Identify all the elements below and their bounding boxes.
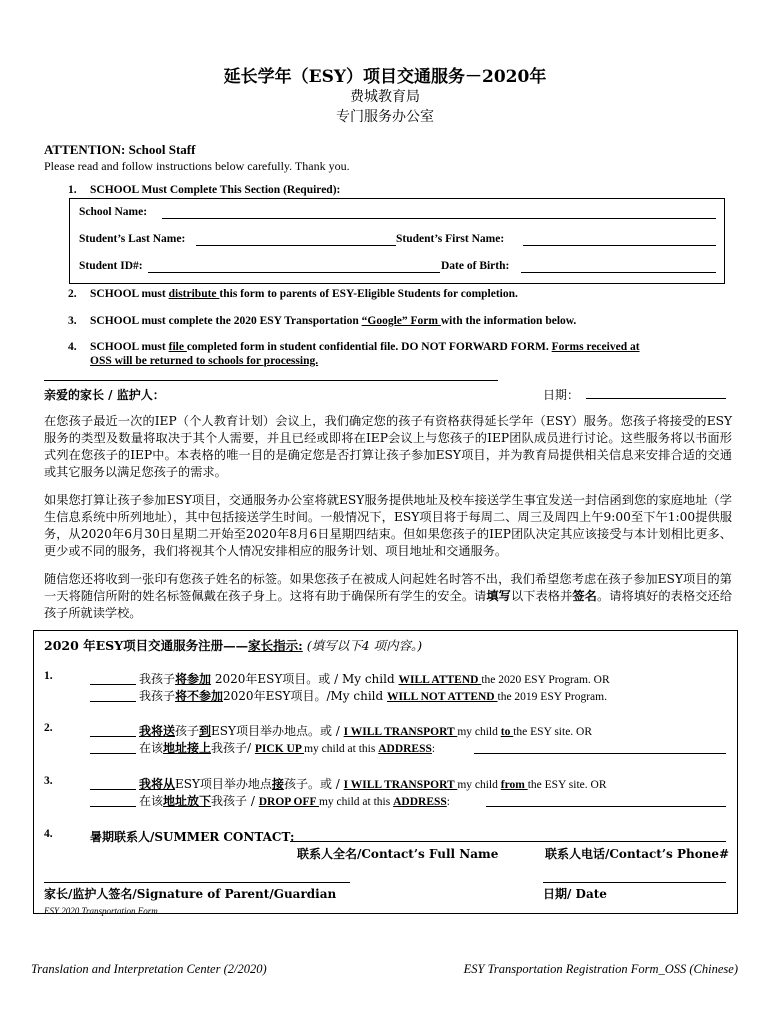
pick-up-blank[interactable]: [90, 753, 136, 754]
school-name-label: School Name:: [79, 206, 148, 218]
item-1-number: 1.: [44, 670, 53, 682]
dob-field[interactable]: [521, 272, 716, 273]
drop-off-option: 在该地址放下我孩子 / DROP OFF my child at this ADDRESS:: [139, 794, 450, 808]
step-4: 4. SCHOOL must file completed form in student confidential file. DO NOT FORWARD FORM. Forms received at: [68, 341, 640, 353]
drop-off-blank[interactable]: [90, 806, 136, 807]
footer-left: Translation and Interpretation Center (2/2020): [31, 962, 267, 976]
item-4-number: 4.: [44, 828, 53, 840]
last-name-field[interactable]: [196, 245, 396, 246]
step-3: 3. SCHOOL must complete the 2020 ESY Transportation “Google” Form with the information below.: [68, 315, 577, 327]
greeting: 亲爱的家长 / 监护人：: [44, 388, 165, 402]
will-not-attend-option: 我孩子将不参加2020年ESY项目。/My child WILL NOT ATTEND the 2019 ESY Program.: [139, 689, 607, 703]
divider: [44, 380, 498, 381]
organization-name: 费城教育局: [350, 89, 420, 105]
registration-heading: 2020 年ESY项目交通服务注册——家长指示: (填写以下4 项内容。): [44, 638, 423, 653]
signature-date-label: 日期/ Date: [543, 887, 607, 901]
summer-contact-field[interactable]: [290, 841, 726, 842]
first-name-field[interactable]: [523, 245, 716, 246]
will-not-attend-blank[interactable]: [90, 701, 136, 702]
school-name-field[interactable]: [162, 218, 716, 219]
student-id-label: Student ID#:: [79, 260, 143, 272]
item-3-number: 3.: [44, 775, 53, 787]
drop-off-address-field[interactable]: [486, 806, 726, 807]
transport-from-blank[interactable]: [90, 789, 136, 790]
instructions: Please read and follow instructions below carefully. Thank you.: [44, 159, 350, 173]
dob-label: Date of Birth:: [441, 260, 510, 272]
office-name: 专门服务办公室: [336, 109, 434, 125]
summer-contact-label: 暑期联系人/SUMMER CONTACT:: [90, 830, 295, 844]
first-name-label: Student’s First Name:: [396, 233, 505, 245]
paragraph-2: 如果您打算让孩子参加ESY项目，交通服务办公室将就ESY服务提供地址及校车接送学生事宜发送一封信函到您的家庭地址（学生信息系统中所列地址），其中包括接送学生时间。一般情况下，ESY项目将于每周二、周三及周四上午9:00至下午1:00提供服务，从2020年6月30日星期二开始至2020年8月6日星期四结束。但如果您孩子的IEP团队决定其应该接受与本计划相比更多、更少或不同的服务，我们将视其个人情况安排相应的服务计划、项目地址和交通服务。: [44, 493, 732, 558]
last-name-label: Student’s Last Name:: [79, 233, 186, 245]
transport-to-option: 我将送孩子到ESY项目举办地点。或 / I WILL TRANSPORT my child to the ESY site. OR: [139, 724, 593, 738]
signature-date-field[interactable]: [543, 882, 726, 883]
transport-to-blank[interactable]: [90, 736, 136, 737]
item-2-number: 2.: [44, 722, 53, 734]
page-title: 延长学年（ESY）项目交通服务－2020年: [223, 67, 547, 87]
step-1: 1. SCHOOL Must Complete This Section (Required):: [68, 184, 341, 196]
footer-right: ESY Transportation Registration Form_OSS (Chinese): [463, 962, 738, 976]
attention-line: ATTENTION: School Staff: [44, 142, 196, 157]
pick-up-option: 在该地址接上我孩子/ PICK UP my child at this ADDRESS:: [139, 741, 436, 755]
date-label: 日期：: [543, 388, 580, 402]
will-attend-option: 我孩子将参加 2020年ESY项目。或 / My child WILL ATTEND the 2020 ESY Program. OR: [139, 672, 610, 686]
date-field[interactable]: [586, 398, 726, 399]
signature-label: 家长/监护人签名/Signature of Parent/Guardian: [44, 887, 337, 901]
form-id: ESY 2020 Transportation Form: [44, 906, 158, 916]
transport-from-option: 我将从ESY项目举办地点接孩子。或 / I WILL TRANSPORT my child from the ESY site. OR: [139, 777, 607, 791]
contact-name-label: 联系人全名/Contact’s Full Name: [297, 847, 499, 861]
contact-phone-label: 联系人电话/Contact’s Phone#: [545, 847, 730, 861]
pick-up-address-field[interactable]: [474, 753, 726, 754]
will-attend-blank[interactable]: [90, 684, 136, 685]
attention-recipient: School Staff: [128, 142, 196, 157]
paragraph-1: 在您孩子最近一次的IEP（个人教育计划）会议上，我们确定您的孩子有资格获得延长学年（ESY）服务。您孩子将接受的ESY服务的类型及数量将取决于其个人需要，并且已经或即将在IEP会议上与您孩子的IEP团队成员进行讨论。这些服务将以书面形式列在您孩子的IEP中。本表格的唯一目的是确定您是否打算让孩子参加ESY项目，并为教育局提供相关信息来安排合适的交通或其它服务以满足您孩子的需求。: [44, 414, 732, 479]
signature-field[interactable]: [44, 882, 350, 883]
step-2: 2. SCHOOL must distribute this form to parents of ESY-Eligible Students for completion.: [68, 288, 518, 300]
paragraph-3: 随信您还将收到一张印有您孩子姓名的标签。如果您孩子在被成人问起姓名时答不出，我们希望您考虑在孩子参加ESY项目的第一天将随信所附的姓名标签佩戴在孩子身上。这将有助于确保所有学生的安全。请填写以下表格并签名。请将填好的表格交还给孩子所就读学校。: [44, 572, 733, 620]
step-4-line-2: OSS will be returned to schools for processing.: [90, 355, 319, 367]
student-id-field[interactable]: [148, 272, 440, 273]
